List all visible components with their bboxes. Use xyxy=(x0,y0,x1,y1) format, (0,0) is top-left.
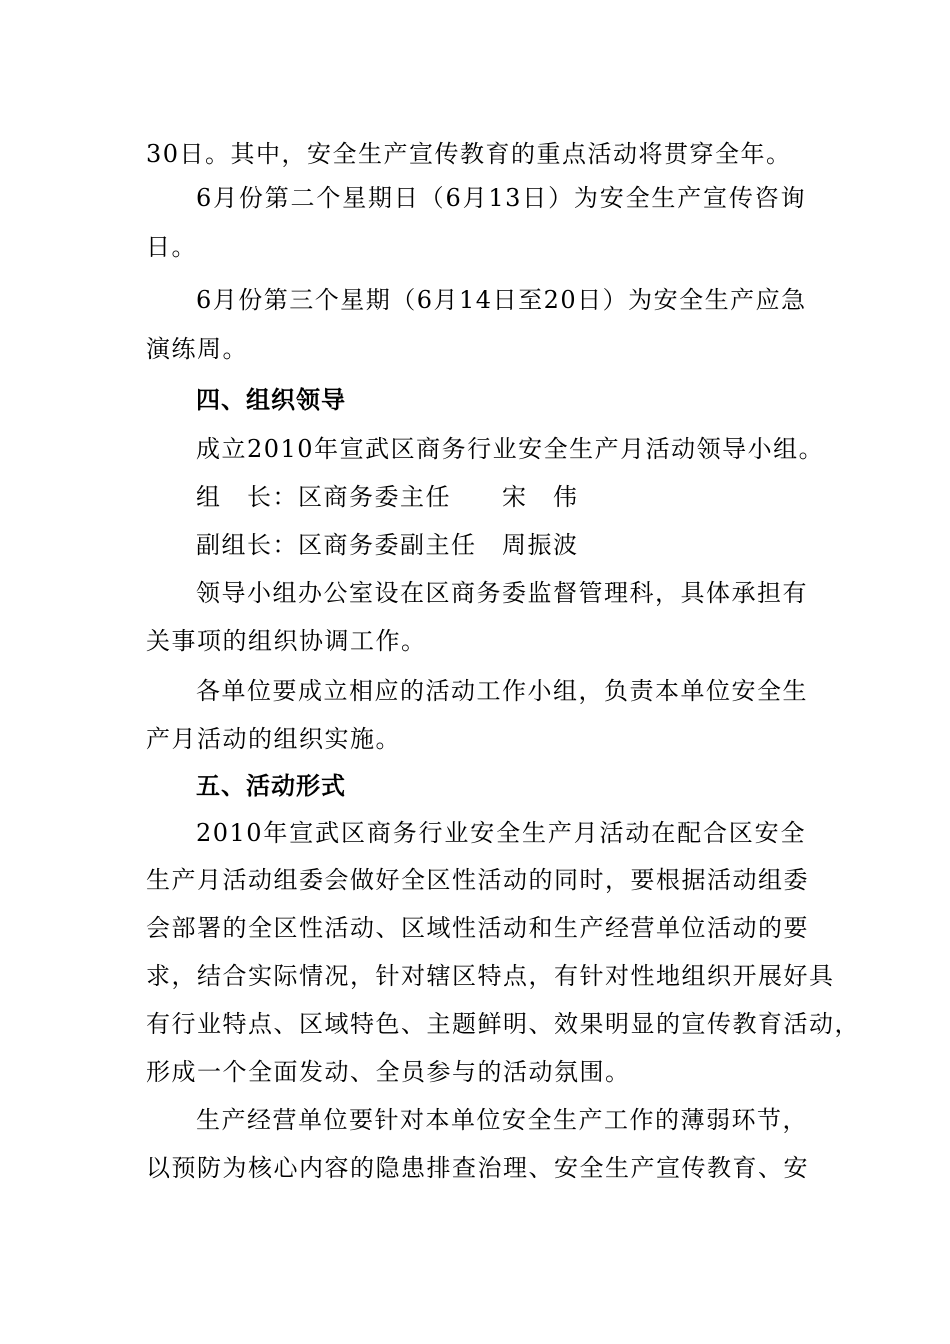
paragraph-line: 形成一个全面发动、全员参与的活动氛围。 xyxy=(146,1058,631,1086)
paragraph-line: 演练周。 xyxy=(146,335,248,363)
paragraph-line: 会部署的全区性活动、区域性活动和生产经营单位活动的要 xyxy=(146,914,809,942)
paragraph-line: 领导小组办公室设在区商务委监督管理科，具体承担有 xyxy=(196,579,808,607)
paragraph-line: 日。 xyxy=(146,233,197,261)
paragraph-line: 生产经营单位要针对本单位安全生产工作的薄弱环节， xyxy=(196,1106,808,1134)
paragraph-line: 求，结合实际情况，针对辖区特点，有针对性地组织开展好具 xyxy=(146,962,835,990)
paragraph-line: 成立2010年宣武区商务行业安全生产月活动领导小组。 xyxy=(196,435,825,463)
paragraph-line: 关事项的组织协调工作。 xyxy=(146,627,427,655)
paragraph-line: 以预防为核心内容的隐患排查治理、安全生产宣传教育、安 xyxy=(146,1154,809,1182)
deputy-leader-line: 副组长：区商务委副主任 周振波 xyxy=(196,531,579,559)
paragraph-line: 2010年宣武区商务行业安全生产月活动在配合区安全 xyxy=(196,819,806,847)
paragraph-line: 各单位要成立相应的活动工作小组，负责本单位安全生 xyxy=(196,677,808,705)
paragraph-line: 产月活动的组织实施。 xyxy=(146,725,401,753)
paragraph-line: 生产月活动组委会做好全区性活动的同时，要根据活动组委 xyxy=(146,866,809,894)
paragraph-line: 6月份第三个星期（6月14日至20日）为安全生产应急 xyxy=(196,286,807,314)
paragraph-line: 6月份第二个星期日（6月13日）为安全生产宣传咨询 xyxy=(196,184,806,212)
section-heading-activity-form: 五、活动形式 xyxy=(196,772,346,800)
paragraph-line: 30日。其中，安全生产宣传教育的重点活动将贯穿全年。 xyxy=(146,140,792,168)
team-leader-line: 组 长：区商务委主任 宋 伟 xyxy=(196,483,579,511)
paragraph-line: 有行业特点、区域特色、主题鲜明、效果明显的宣传教育活动， xyxy=(146,1010,860,1038)
section-heading-organization: 四、组织领导 xyxy=(196,386,346,414)
